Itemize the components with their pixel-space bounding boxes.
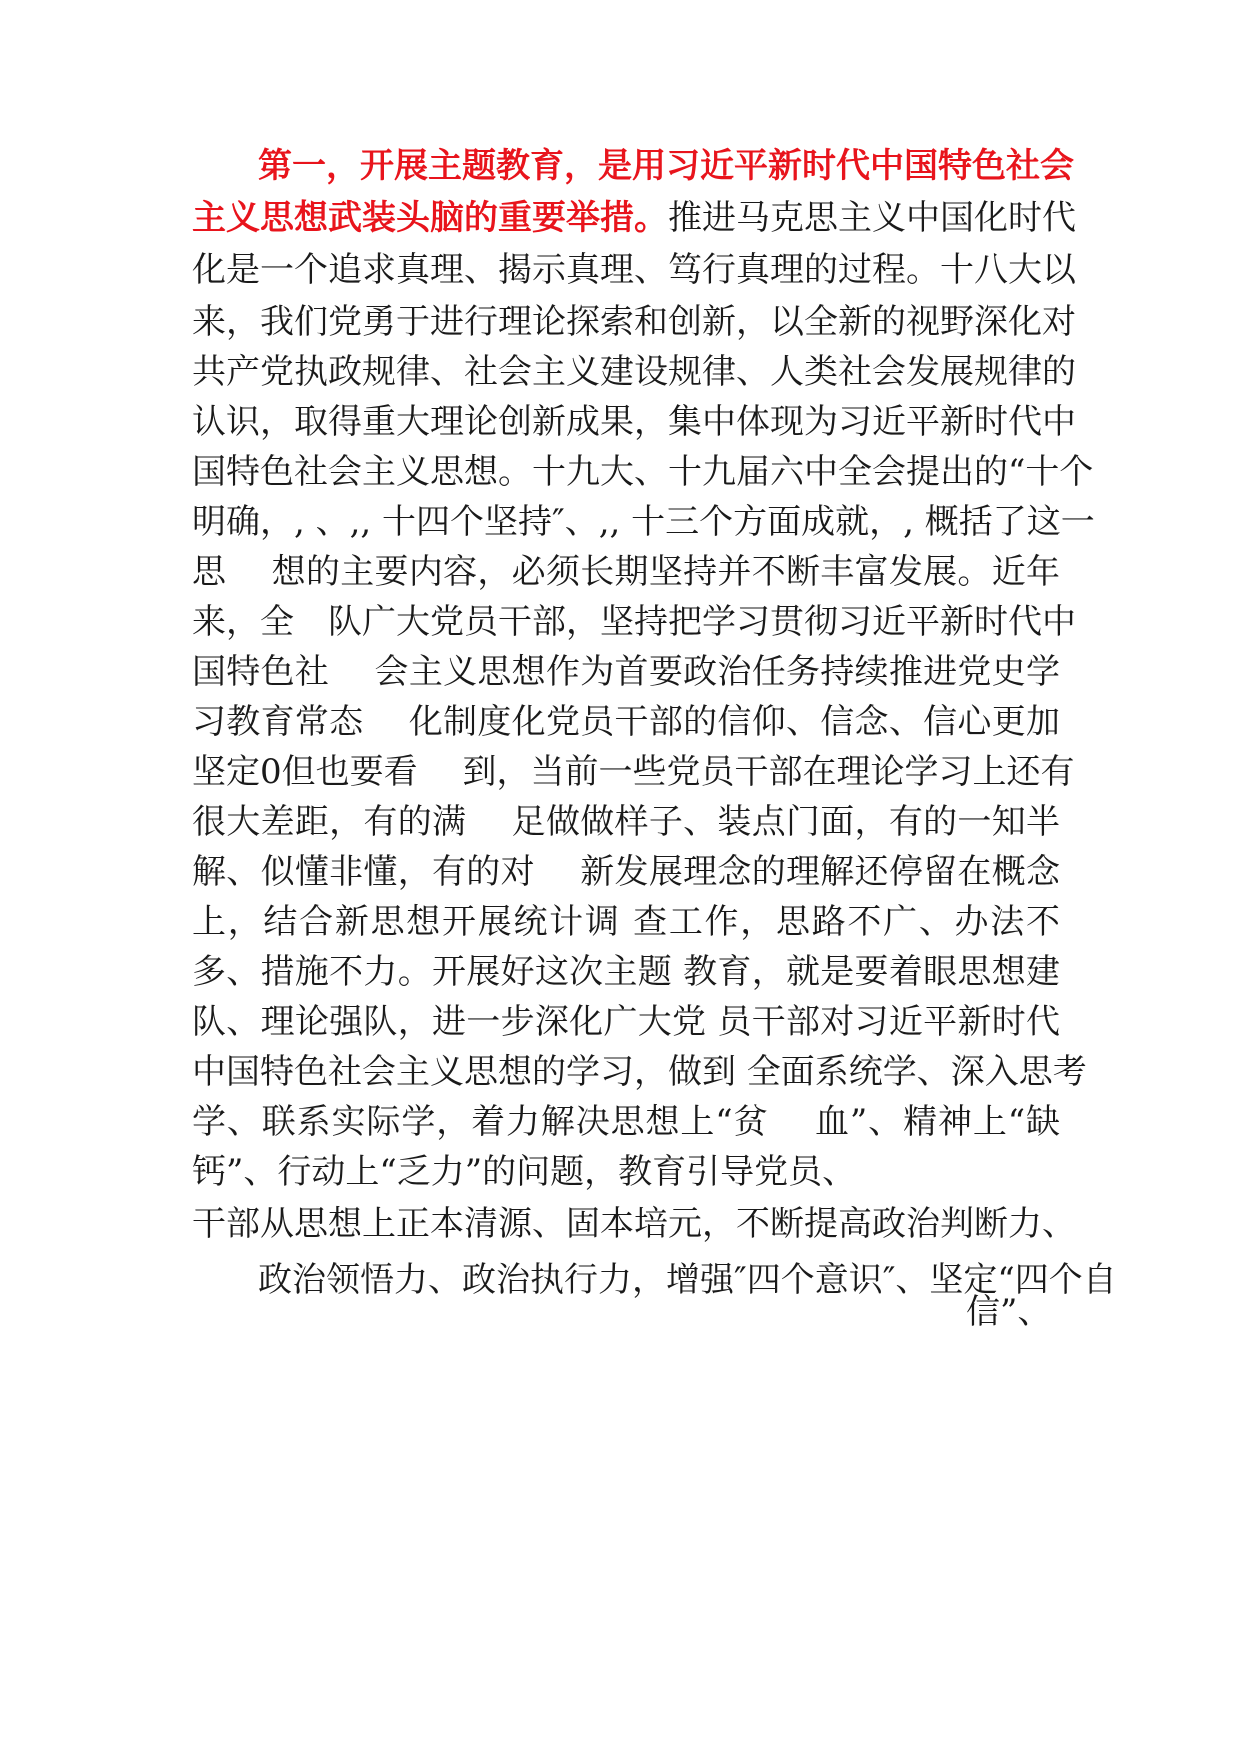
paragraph-line: 很大差距，有的满 足做做样子、装点门面，有的一知半	[192, 802, 1060, 842]
paragraph-line-2	[192, 190, 1076, 246]
paragraph-line: 坚定0但也要看 到，当前一些党员干部在理论学习上还有	[192, 752, 1075, 792]
paragraph-line: 共产党执政规律、社会主义建设规律、人类社会发展规律的	[192, 352, 1076, 392]
paragraph-line: 思 想的主要内容，必须长期坚持并不断丰富发展。近年	[192, 552, 1060, 592]
paragraph-line: 来，我们党勇于进行理论探索和创新，以全新的视野深化对	[192, 302, 1076, 342]
paragraph-line: 认识，取得重大理论创新成果，集中体现为习近平新时代中	[192, 402, 1076, 442]
paragraph-line-last: 信”、	[966, 1292, 1052, 1332]
paragraph-line: 国特色社会主义思想。十九大、十九届六中全会提出的“十个	[192, 452, 1094, 492]
paragraph-line: 政治领悟力、政治执行力，增强″四个意识″、坚定“四个自	[258, 1260, 1117, 1300]
heading-highlight: 第一，开展主题教育，是用习近平新时代中国特色社会	[258, 146, 1074, 186]
paragraph-line: 上，结合新思想开展统计调 查工作，思路不广、办法不	[192, 902, 1060, 942]
paragraph-line: 国特色社 会主义思想作为首要政治任务持续推进党史学	[192, 652, 1060, 692]
paragraph-line: 习教育常态 化制度化党员干部的信仰、信念、信心更加	[192, 702, 1060, 742]
paragraph-line: 学、联系实际学，着力解决思想上“贫 血”、精神上“缺	[192, 1102, 1060, 1142]
paragraph-line: 钙”、行动上“乏力”的问题，教育引导党员、	[192, 1152, 857, 1192]
paragraph-line: 多、措施不力。开展好这次主题 教育，就是要着眼思想建	[192, 952, 1060, 992]
paragraph-line: 明确，, 、,, 十四个坚持″、,, 十三个方面成就，, 概括了这一	[192, 502, 1095, 542]
paragraph-line: 干部从思想上正本清源、固本培元，不断提高政治判断力、	[192, 1204, 1076, 1244]
heading-highlight-end: 主义思想武装头脑的重要举措。	[192, 198, 668, 238]
paragraph-line: 队、理论强队，进一步深化广大党 员干部对习近平新时代	[192, 1002, 1060, 1042]
paragraph-line: 中国特色社会主义思想的学习，做到 全面系统学、深入思考	[192, 1052, 1087, 1092]
paragraph-line: 化是一个追求真理、揭示真理、笃行真理的过程。十八大以	[192, 250, 1076, 290]
paragraph-line: 解、似懂非懂，有的对 新发展理念的理解还停留在概念	[192, 852, 1060, 892]
paragraph-line: 来，全 队广大党员干部，坚持把学习贯彻习近平新时代中	[192, 602, 1076, 642]
paragraph-line-1	[258, 138, 1074, 194]
paragraph-text: 推进马克思主义中国化时代	[668, 198, 1076, 238]
